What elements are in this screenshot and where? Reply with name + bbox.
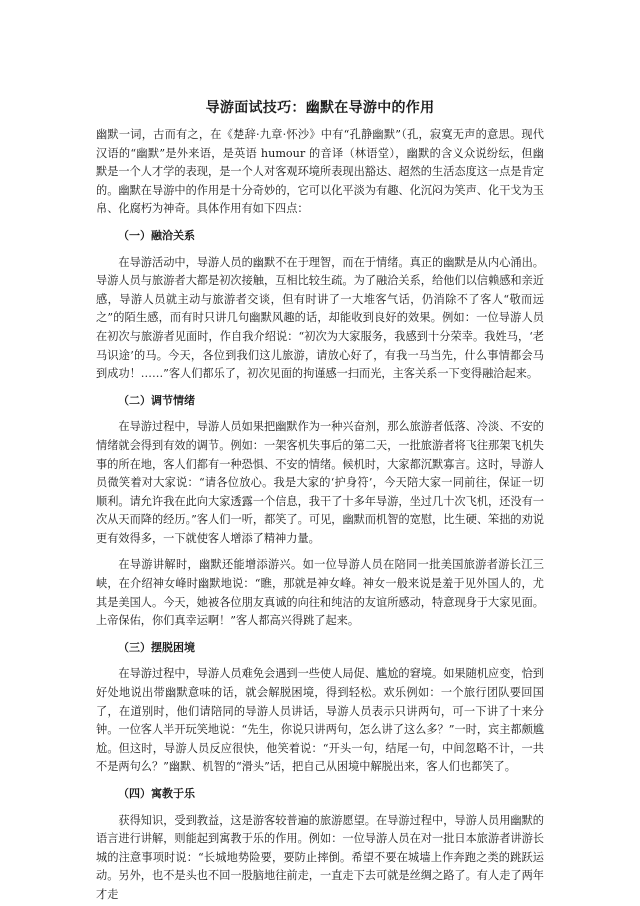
section-heading-harmony: （一）融洽关系 — [118, 228, 195, 242]
section-education-paragraph-1: 获得知识，受到教益，这是游客较普遍的旅游愿望。在导游过程中，导游人员用幽默的语言进行讲解，则能起到寓教于乐的作用。例如：一位导游人员在对一批日本旅游者讲游长城的注意事项时说：“长城地势险要，要防止摔倒。希望不要在城墙上作奔跑之类的跳跃运动。另外，也不是头也不回一股脑地往前走，一直走下去可就是丝绸之路了。有人走了两年才走 — [96, 813, 544, 901]
paragraph-gap — [96, 548, 544, 556]
section-escape-paragraph-1: 在导游过程中，导游人员难免会遇到一些使人局促、尴尬的窘境。如果随机应变，恰到好处地说出带幽默意味的话，就会解脱困境，得到轻松。欢乐例如：一个旅行团队要回国了，在道别时，他们请陪同的导游人员讲话，导游人员表示只讲两句，可一下讲了十来分钟。一位客人半开玩笑地说：“先生，你说只讲两句，怎么讲了这么多？”一时，宾主都颇尴尬。但这时，导游人员反应很快，他笑着说：“开头一句，结尾一句，中间忽略不计，一共不是两句么？”幽默、机智的“滑头”话，把自己从困境中解脱出来，客人们也都笑了。 — [96, 667, 544, 774]
section-mood-paragraph-2: 在导游讲解时，幽默还能增添游兴。如一位导游人员在陪同一批美国旅游者游长江三峡，在介绍神女峰时幽默地说：“瞧，那就是神女峰。神女一般来说是羞于见外国人的，尤其是美国人。今天，她被各位朋友真诚的向往和纯洁的友谊所感动，特意现身于大家见面。上帝保佑，你们真幸运啊！”客人都高兴得跳了起来。 — [96, 558, 544, 628]
document-title: 导游面试技巧：幽默在导游中的作用 — [205, 100, 435, 116]
document-page — [96, 88, 544, 906]
section-mood-paragraph-1: 在导游过程中，导游人员如果把幽默作为一种兴奋剂，那么旅游者低落、冷淡、不安的情绪就会得到有效的调节。例如：一架客机失事后的第二天，一批旅游者将飞往那架飞机失事的所在地，客人们都有一种恐惧、不安的情绪。候机时，大家都沉默寡言。这时，导游人员微笑着对大家说：“请各位放心。我是大家的‘护身符’，今天陪大家一同前往，保证一切顺利。请允许我在此向大家透露一个信息，我干了十多年导游，坐过几十次飞机，还没有一次从天而降的经历。”客人们一听，都笑了。可见，幽默而机智的宽慰，比生硬、笨拙的劝说更有效得多，一下就使客人增添了精神力量。 — [96, 420, 544, 545]
section-heading-mood: （二）调节情绪 — [118, 393, 195, 407]
section-heading-escape: （三）摆脱困境 — [118, 640, 195, 654]
intro-paragraph: 幽默一词，古而有之，在《楚辞·九章·怀沙》中有“孔静幽默”（孔，寂寞无声的意思。现代汉语的“幽默”是外来语，是英语 humour 的音译（林语堂），幽默的含义众说纷纭，但幽默是一个人才学的表现，是一个人对客观环境所表现出豁达、超然的生活态度这一点是肯定的。幽默在导游中的作用是十分奇妙的，它可以化平淡为有趣、化沉闷为笑声、化干戈为玉帛、化腐朽为神奇。具体作用有如下四点： — [96, 128, 544, 216]
section-heading-education: （四）寓教于乐 — [118, 787, 195, 800]
section-harmony-paragraph-1: 在导游活动中，导游人员的幽默不在于理智，而在于情绪。真正的幽默是从内心涌出。导游人员与旅游者大都是初次接触，互相比较生疏。为了融洽关系，给他们以信赖感和亲近感，导游人员就主动与旅游者交谈，但有时讲了一大堆客气话，仍消除不了客人“敬而远之”的陌生感，而有时只讲几句幽默风趣的话，却能收到良好的效果。例如：一位导游人员在初次与旅游者见面时，作自我介绍说：“初次为大家服务，我感到十分荣幸。我姓马，‘老马识途’的马。今天，各位到我们这儿旅游，请放心好了，有我一马当先，什么事情都会马到成功！……”客人们都乐了，初次见面的拘谨感一扫而光，主客关系一下变得融洽起来。 — [96, 255, 544, 381]
